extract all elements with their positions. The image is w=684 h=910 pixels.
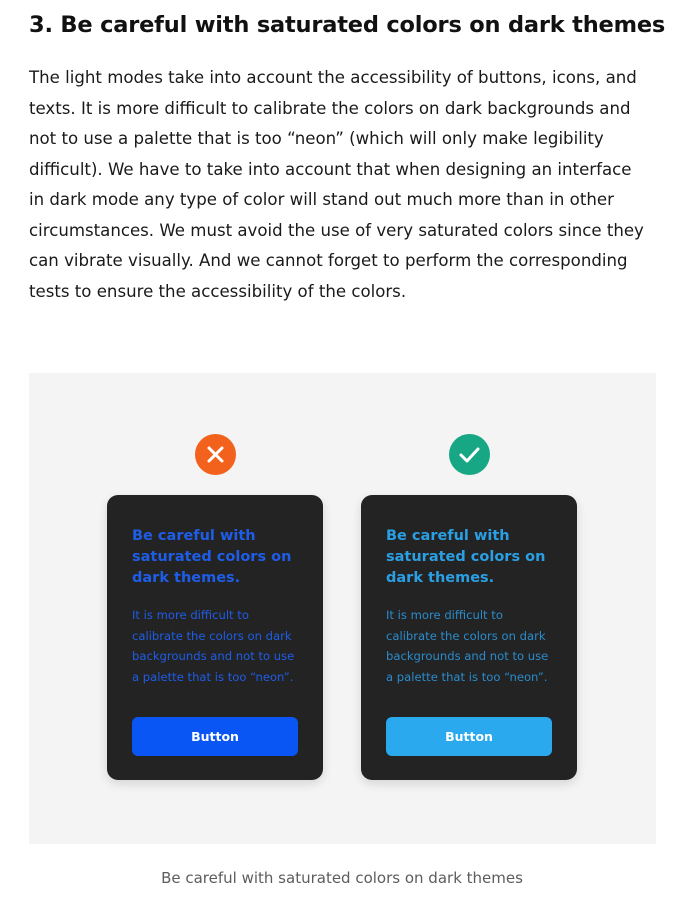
card-text	[132, 605, 317, 687]
paragraph-line: tests to ensure the accessibility of the colors.	[29, 281, 407, 301]
section-heading: 3. Be careful with saturated colors on dark themes	[29, 12, 666, 38]
paragraph-line: The light modes take into account the accessibility of buttons, icons, and	[29, 68, 637, 87]
card-text	[386, 605, 571, 687]
bad-example-card	[107, 495, 323, 780]
card-text-line: It is more difficult to	[386, 608, 503, 622]
card-text-line: backgrounds and not to use	[386, 649, 549, 663]
body-paragraph	[29, 63, 659, 307]
saturated-button[interactable]: Button	[132, 717, 298, 756]
comparison-figure	[29, 373, 656, 844]
check-icon	[449, 434, 490, 475]
card-text-line: It is more difficult to	[132, 608, 249, 622]
card-text-line: calibrate the colors on dark	[132, 628, 292, 643]
paragraph-line: not to use a palette that is too “neon” (which will only make legibility	[29, 129, 604, 148]
card-text-line: a palette that is too “neon”.	[386, 669, 548, 684]
card-title-line: Be careful with	[386, 528, 510, 544]
card-title-line: saturated colors on	[132, 549, 292, 565]
card-text-line: a palette that is too “neon”.	[132, 669, 294, 684]
paragraph-line: can vibrate visually. And we cannot forget to perform the corresponding	[29, 251, 628, 270]
card-title-line: Be careful with	[132, 528, 256, 544]
x-icon	[195, 434, 236, 475]
card-text-line: backgrounds and not to use	[132, 649, 295, 663]
desaturated-button[interactable]: Button	[386, 717, 552, 756]
paragraph-line: difficult). We have to take into account that when designing an interface	[29, 159, 632, 179]
figure-caption: Be careful with saturated colors on dark themes	[161, 869, 523, 887]
good-example-card	[361, 495, 577, 780]
paragraph-line: texts. It is more difficult to calibrate the colors on dark backgrounds and	[29, 98, 631, 118]
card-title-line: dark themes.	[132, 570, 241, 586]
correct-badge	[449, 434, 490, 475]
card-title-line: saturated colors on	[386, 549, 546, 565]
paragraph-line: circumstances. We must avoid the use of very saturated colors since they	[29, 220, 644, 240]
card-title	[386, 526, 566, 589]
incorrect-badge	[195, 434, 236, 475]
card-title	[132, 526, 312, 589]
paragraph-line: in dark mode any type of color will stand out much more than in other	[29, 190, 614, 209]
card-text-line: calibrate the colors on dark	[386, 628, 546, 643]
card-title-line: dark themes.	[386, 570, 495, 586]
